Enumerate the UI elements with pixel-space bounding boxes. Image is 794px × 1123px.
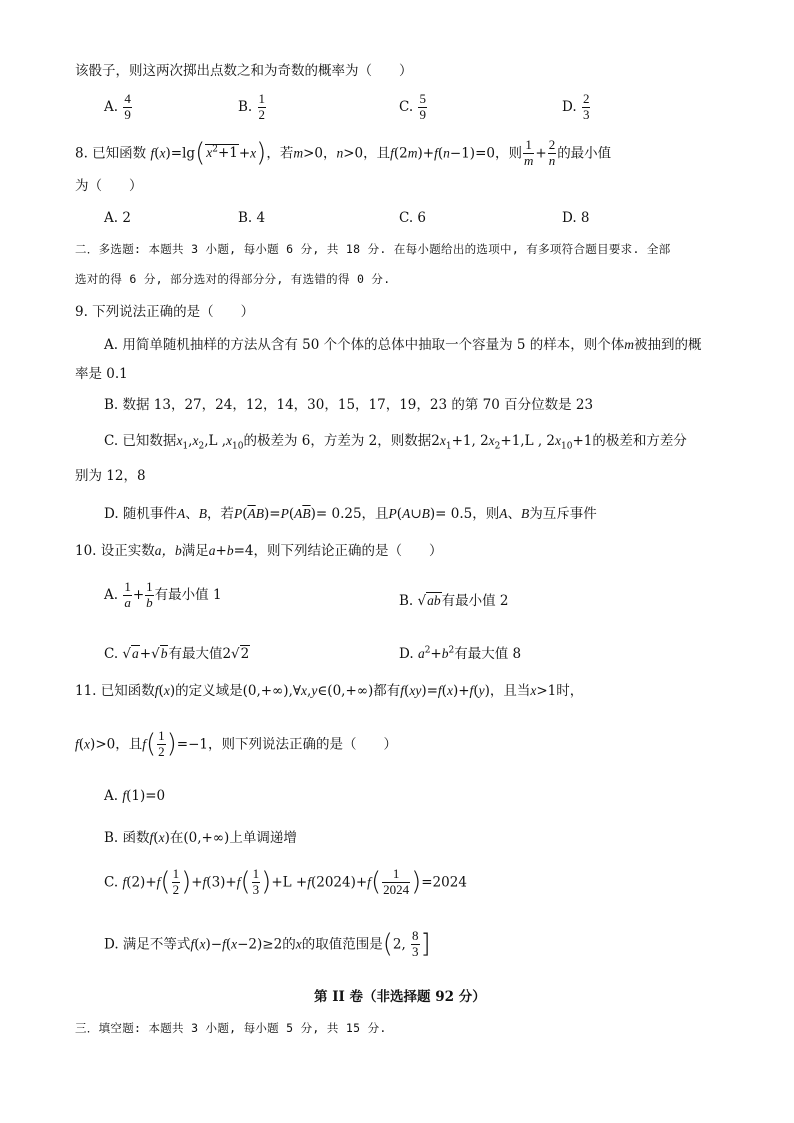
section2-heading-line2: 选对的得 6 分, 部分选对的得部分分, 有选错的得 0 分. [75,272,391,286]
q11-option-b: B. 函数f(x)在(0,+∞)上单调递增 [104,830,297,846]
q11-option-d: D. 满足不等式f(x)−f(x−2)≥2的x的取值范围是(2, $\frac{8}{3}$ ] [104,928,431,960]
part2-title: 第 II 卷（非选择题 92 分） [314,989,486,1005]
q9-option-d: D. 随机事件A、B，若$P(\overline{A}B)=P(A\overline{B})= 0.25$，且P(A∪B)= 0.5，则A、B为互斥事件 [104,506,597,522]
q10-option-c: C. √a+√b有最大值2√2 [104,646,250,662]
q11-option-c: C. f(2)+f( $\frac{1}{2}$ )+f(3)+f( $\frac{1}{3}$ )+L +f(2024)+f( $\frac{1}{2024}$ )=2024 [104,866,467,898]
q9-stem: 9. 下列说法正确的是（ ） [75,304,255,320]
section2-heading: 二．多选题: 本题共 3 小题, 每小题 6 分, 共 18 分. 在每小题给出的选项中, 有多项符合题目要求. 全部 [75,242,671,256]
q8-option-d: D. 8 [562,210,590,226]
q7-option-b: B. $\frac{1}{2}$ [238,91,266,122]
q11-stem-line2: f(x)>0，且f( $\frac{1}{2}$ )=−1，则下列说法正确的是（ ） [75,728,398,760]
q9-option-c: C. 已知数据$x_1,x_2,L$ $,x_{10}$的极差为 6，方差为 2，则数据$2x_1+1$, $2x_2+1,L$ , $2x_{10}+1$的极差和方差分 [104,433,687,452]
q11-option-a: A. f(1)=0 [104,788,166,804]
q10-option-d: D. $a^2+b^2$有最大值 8 [399,645,522,662]
section3-heading: 三．填空题: 本题共 3 小题, 每小题 5 分, 共 15 分. [75,1021,387,1035]
q8-option-c: C. 6 [399,210,427,226]
q7-stem: 该骰子，则这两次掷出点数之和为奇数的概率为（ ） [75,63,413,79]
q11-stem: 11. 已知函数f(x)的定义域是(0,+∞),∀x,y∈(0,+∞)都有f(xy)=f(x)+f(y)，且当x>1时， [75,683,584,699]
q10-stem: 10. 设正实数a，b满足a+b=4，则下列结论正确的是（ ） [75,543,443,559]
q8-option-b: B. 4 [238,210,266,226]
q10-option-b: B. √ab有最小值 2 [399,593,509,609]
q8-option-a: A. 2 [104,210,131,226]
q9-option-c-line2: 别为 12，8 [75,468,146,484]
q8-stem: 8. 已知函数 $f(x)=\lg(x^2+1+x)$，若m>0，n>0，且f(2m)+f(n−1)=0，则 $\frac{1}{m}$ + $\frac{2}{n}$ 的最小值 [75,137,612,169]
q7-option-a: A. $\frac{4}{9}$ [104,91,131,122]
q7-option-d: D. $\frac{2}{3}$ [562,91,590,122]
q8-stem-line2: 为（ ） [75,178,143,194]
q9-option-a-line2: 率是 0.1 [75,366,128,382]
q9-option-b: B. 数据 13，27，24，12，14，30，15，17，19，23 的第 70 百分位数是 23 [104,397,594,413]
q9-option-a: A. 用简单随机抽样的方法从含有 50 个个体的总体中抽取一个容量为 5 的样本，则个体m被抽到的概 [104,337,702,353]
q7-option-c: C. $\frac{5}{9}$ [399,91,426,122]
q10-option-a: A. $\frac{1}{a}$ + $\frac{1}{b}$ 有最小值 1 [104,579,222,610]
